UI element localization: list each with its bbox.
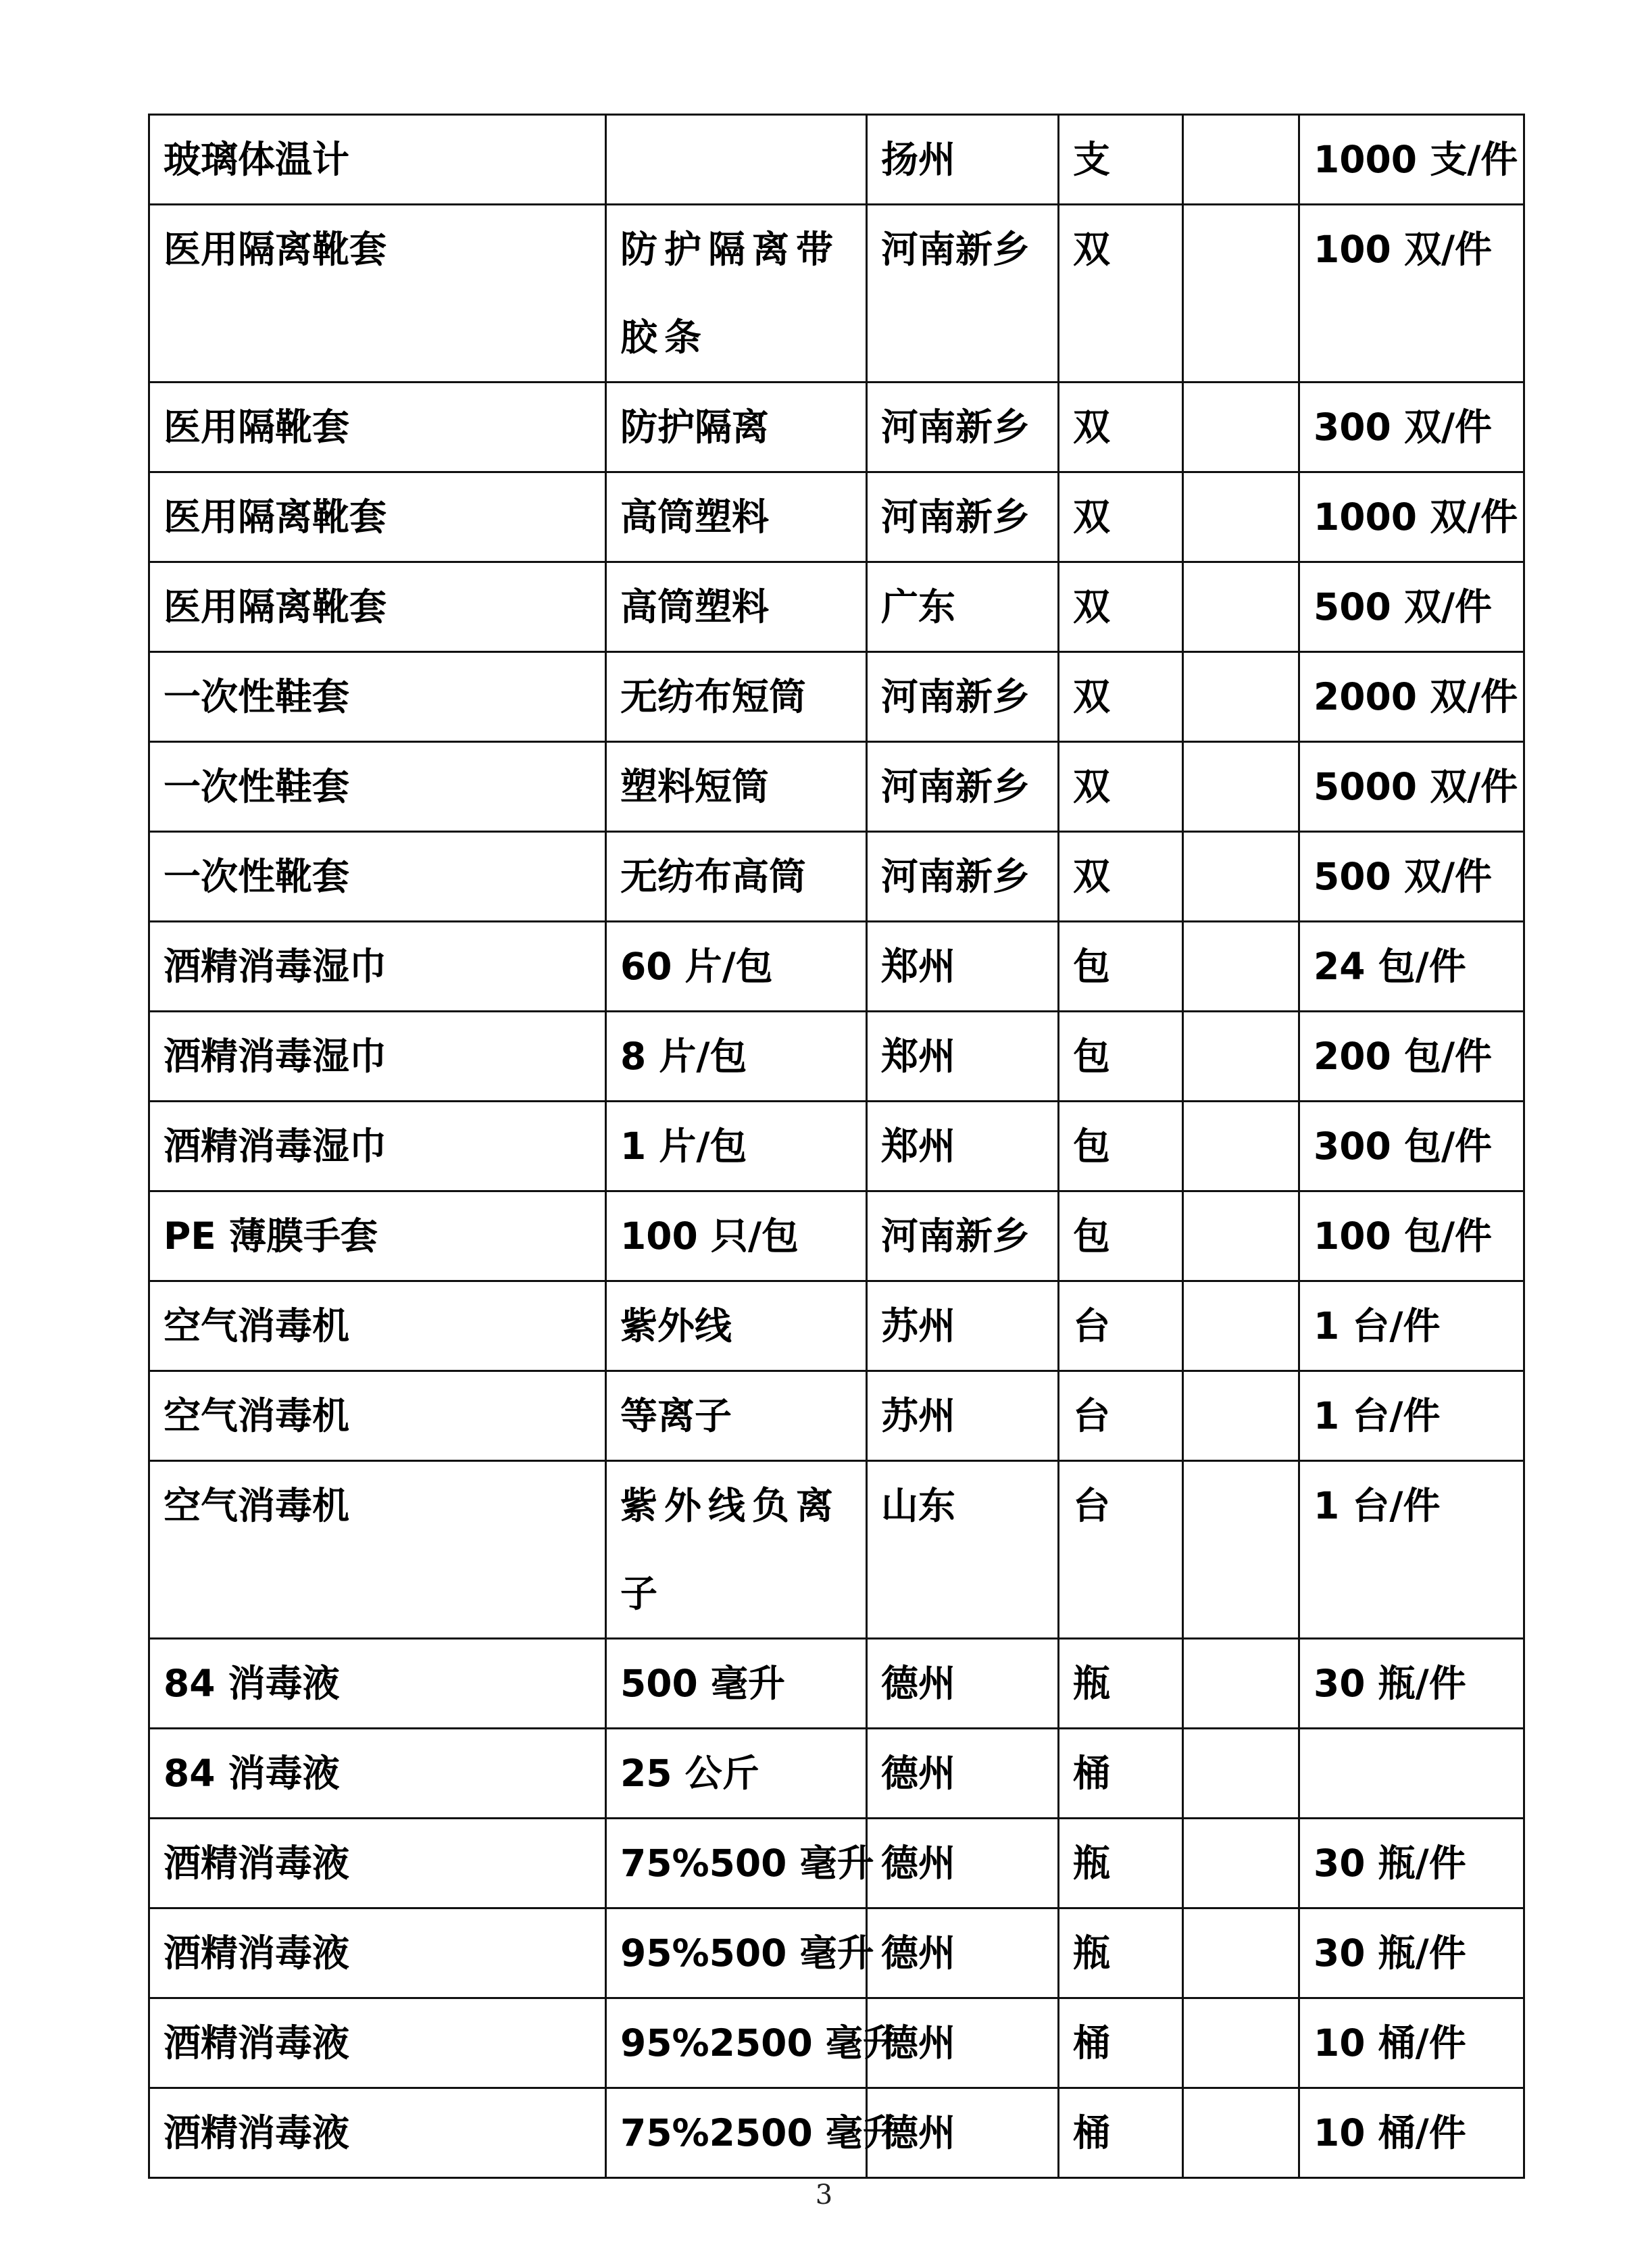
spec-cell: 高筒塑料: [606, 562, 867, 652]
unit-cell: 双: [1059, 562, 1183, 652]
table-row: [149, 922, 1524, 1012]
unit-cell: 台: [1059, 1461, 1183, 1639]
product-name-cell: 酒精消毒湿巾: [149, 1012, 606, 1102]
packing-cell: 100 包/件: [1299, 1191, 1524, 1281]
spec-cell: 紫外线负离子: [606, 1461, 867, 1639]
spec-cell: [606, 115, 867, 205]
spec-cell: 60 片/包: [606, 922, 867, 1012]
packing-cell: 5000 双/件: [1299, 742, 1524, 832]
table-row: [149, 1998, 1524, 2088]
product-name-cell: 一次性靴套: [149, 832, 606, 922]
table-row: [149, 742, 1524, 832]
packing-cell: 30 瓶/件: [1299, 1908, 1524, 1998]
packing-cell: 30 瓶/件: [1299, 1639, 1524, 1729]
unit-cell: 双: [1059, 205, 1183, 383]
table-row: [149, 652, 1524, 742]
spec-cell: 紫外线: [606, 1281, 867, 1371]
unit-cell: 包: [1059, 1012, 1183, 1102]
origin-cell: 郑州: [867, 1012, 1059, 1102]
packing-cell: 30 瓶/件: [1299, 1819, 1524, 1908]
empty-cell: [1183, 1908, 1299, 1998]
empty-cell: [1183, 562, 1299, 652]
spec-cell: 等离子: [606, 1371, 867, 1461]
spec-cell: 25 公斤: [606, 1729, 867, 1819]
product-name-cell: 84 消毒液: [149, 1729, 606, 1819]
table-row: [149, 1191, 1524, 1281]
packing-cell: [1299, 1729, 1524, 1819]
packing-cell: 1000 支/件: [1299, 115, 1524, 205]
table-row: [149, 383, 1524, 472]
table-row: [149, 1908, 1524, 1998]
unit-cell: 双: [1059, 472, 1183, 562]
table-row: [149, 1639, 1524, 1729]
origin-cell: 河南新乡: [867, 383, 1059, 472]
packing-cell: 1 台/件: [1299, 1371, 1524, 1461]
table-row: [149, 1281, 1524, 1371]
product-name-cell: 一次性鞋套: [149, 742, 606, 832]
product-name-cell: 空气消毒机: [149, 1461, 606, 1639]
product-name-cell: 酒精消毒液: [149, 2088, 606, 2178]
origin-cell: 河南新乡: [867, 205, 1059, 383]
product-name-cell: 医用隔离靴套: [149, 562, 606, 652]
product-name-cell: 玻璃体温计: [149, 115, 606, 205]
empty-cell: [1183, 652, 1299, 742]
packing-cell: 24 包/件: [1299, 922, 1524, 1012]
unit-cell: 瓶: [1059, 1908, 1183, 1998]
unit-cell: 双: [1059, 652, 1183, 742]
product-name-cell: 酒精消毒液: [149, 1819, 606, 1908]
packing-cell: 10 桶/件: [1299, 1998, 1524, 2088]
origin-cell: 河南新乡: [867, 1191, 1059, 1281]
empty-cell: [1183, 115, 1299, 205]
packing-cell: 200 包/件: [1299, 1012, 1524, 1102]
table-row: [149, 1729, 1524, 1819]
table-row: [149, 205, 1524, 383]
empty-cell: [1183, 1729, 1299, 1819]
origin-cell: 郑州: [867, 1102, 1059, 1191]
empty-cell: [1183, 832, 1299, 922]
spec-cell: 75%500 毫升: [606, 1819, 867, 1908]
product-name-cell: 酒精消毒湿巾: [149, 1102, 606, 1191]
packing-cell: 500 双/件: [1299, 832, 1524, 922]
origin-cell: 郑州: [867, 922, 1059, 1012]
spec-cell: 8 片/包: [606, 1012, 867, 1102]
empty-cell: [1183, 1819, 1299, 1908]
empty-cell: [1183, 1281, 1299, 1371]
empty-cell: [1183, 1998, 1299, 2088]
packing-cell: 1 台/件: [1299, 1281, 1524, 1371]
unit-cell: 包: [1059, 922, 1183, 1012]
empty-cell: [1183, 742, 1299, 832]
table-row: [149, 1102, 1524, 1191]
origin-cell: 扬州: [867, 115, 1059, 205]
packing-cell: 2000 双/件: [1299, 652, 1524, 742]
origin-cell: 德州: [867, 1639, 1059, 1729]
unit-cell: 双: [1059, 832, 1183, 922]
origin-cell: 德州: [867, 1729, 1059, 1819]
empty-cell: [1183, 1191, 1299, 1281]
spec-cell: 75%2500 毫升: [606, 2088, 867, 2178]
unit-cell: 桶: [1059, 1998, 1183, 2088]
packing-cell: 100 双/件: [1299, 205, 1524, 383]
product-name-cell: PE 薄膜手套: [149, 1191, 606, 1281]
table-row: [149, 1371, 1524, 1461]
product-name-cell: 一次性鞋套: [149, 652, 606, 742]
product-name-cell: 空气消毒机: [149, 1281, 606, 1371]
spec-cell: 100 只/包: [606, 1191, 867, 1281]
spec-cell: 无纺布短筒: [606, 652, 867, 742]
empty-cell: [1183, 383, 1299, 472]
table-row: [149, 2088, 1524, 2178]
spec-cell: 防护隔离带胶条: [606, 205, 867, 383]
empty-cell: [1183, 205, 1299, 383]
table-row: [149, 472, 1524, 562]
unit-cell: 支: [1059, 115, 1183, 205]
origin-cell: 德州: [867, 2088, 1059, 2178]
origin-cell: 河南新乡: [867, 652, 1059, 742]
spec-cell: 95%500 毫升: [606, 1908, 867, 1998]
unit-cell: 瓶: [1059, 1639, 1183, 1729]
packing-cell: 500 双/件: [1299, 562, 1524, 652]
origin-cell: 苏州: [867, 1371, 1059, 1461]
supplies-table: [148, 114, 1525, 2179]
origin-cell: 德州: [867, 1998, 1059, 2088]
origin-cell: 广东: [867, 562, 1059, 652]
packing-cell: 300 包/件: [1299, 1102, 1524, 1191]
empty-cell: [1183, 1371, 1299, 1461]
page-number: 3: [815, 2179, 833, 2211]
product-name-cell: 酒精消毒液: [149, 1998, 606, 2088]
unit-cell: 瓶: [1059, 1819, 1183, 1908]
spec-cell: 高筒塑料: [606, 472, 867, 562]
empty-cell: [1183, 1102, 1299, 1191]
spec-cell: 95%2500 毫升: [606, 1998, 867, 2088]
product-name-cell: 酒精消毒湿巾: [149, 922, 606, 1012]
empty-cell: [1183, 1639, 1299, 1729]
origin-cell: 河南新乡: [867, 742, 1059, 832]
unit-cell: 桶: [1059, 2088, 1183, 2178]
spec-cell: 塑料短筒: [606, 742, 867, 832]
table-row: [149, 1012, 1524, 1102]
unit-cell: 包: [1059, 1102, 1183, 1191]
packing-cell: 300 双/件: [1299, 383, 1524, 472]
product-name-cell: 医用隔离靴套: [149, 205, 606, 383]
packing-cell: 1000 双/件: [1299, 472, 1524, 562]
unit-cell: 双: [1059, 383, 1183, 472]
empty-cell: [1183, 1461, 1299, 1639]
product-name-cell: 空气消毒机: [149, 1371, 606, 1461]
origin-cell: 河南新乡: [867, 832, 1059, 922]
origin-cell: 德州: [867, 1908, 1059, 1998]
empty-cell: [1183, 922, 1299, 1012]
origin-cell: 德州: [867, 1819, 1059, 1908]
packing-cell: 10 桶/件: [1299, 2088, 1524, 2178]
product-name-cell: 医用隔离靴套: [149, 472, 606, 562]
unit-cell: 台: [1059, 1371, 1183, 1461]
empty-cell: [1183, 2088, 1299, 2178]
origin-cell: 河南新乡: [867, 472, 1059, 562]
origin-cell: 苏州: [867, 1281, 1059, 1371]
unit-cell: 台: [1059, 1281, 1183, 1371]
table-row: [149, 832, 1524, 922]
table-row: [149, 1819, 1524, 1908]
empty-cell: [1183, 1012, 1299, 1102]
table-row: [149, 562, 1524, 652]
table-row: [149, 115, 1524, 205]
spec-cell: 1 片/包: [606, 1102, 867, 1191]
unit-cell: 双: [1059, 742, 1183, 832]
product-name-cell: 84 消毒液: [149, 1639, 606, 1729]
spec-cell: 无纺布高筒: [606, 832, 867, 922]
product-name-cell: 酒精消毒液: [149, 1908, 606, 1998]
origin-cell: 山东: [867, 1461, 1059, 1639]
table-row: [149, 1461, 1524, 1639]
unit-cell: 包: [1059, 1191, 1183, 1281]
empty-cell: [1183, 472, 1299, 562]
spec-cell: 防护隔离: [606, 383, 867, 472]
packing-cell: 1 台/件: [1299, 1461, 1524, 1639]
product-name-cell: 医用隔靴套: [149, 383, 606, 472]
spec-cell: 500 毫升: [606, 1639, 867, 1729]
unit-cell: 桶: [1059, 1729, 1183, 1819]
